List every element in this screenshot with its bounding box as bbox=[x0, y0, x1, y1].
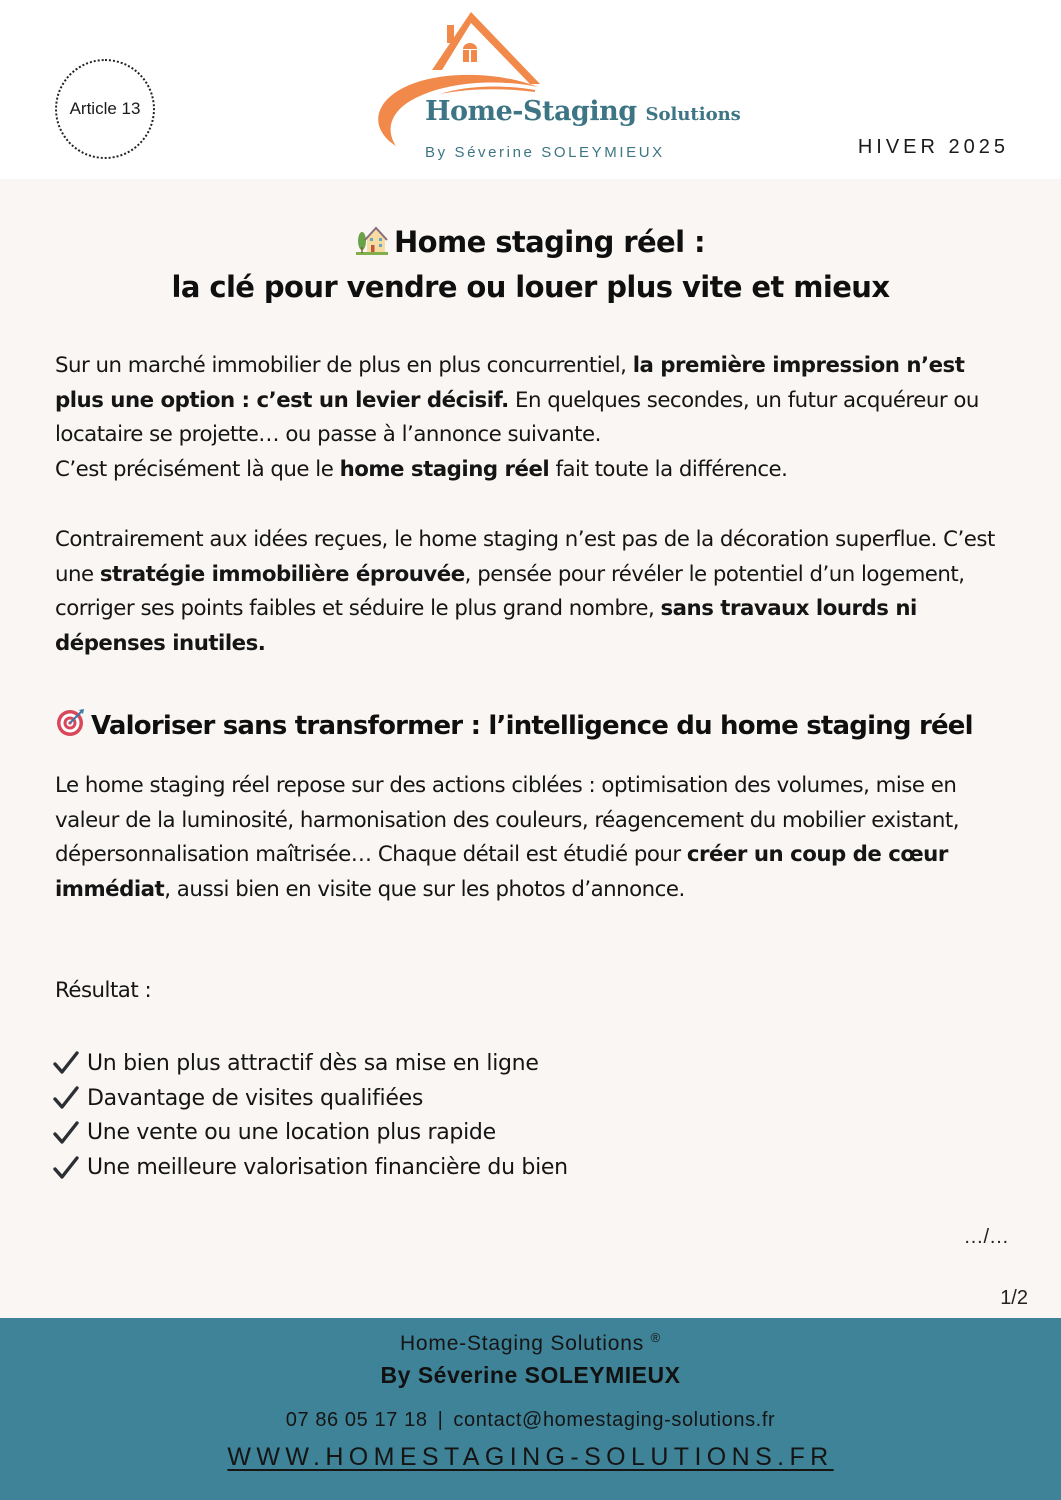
article-badge-label: Article 13 bbox=[69, 99, 141, 118]
footer-contact bbox=[0, 1409, 1061, 1432]
page-number: 1/2 bbox=[1000, 1287, 1028, 1309]
emphasis-text: stratégie immobilière éprouvée bbox=[99, 561, 465, 587]
title-line-1: Home staging réel : bbox=[394, 225, 705, 259]
logo-subtitle: By Séverine SOLEYMIEUX bbox=[425, 144, 665, 161]
checkmark-icon bbox=[53, 1086, 79, 1110]
separator: | bbox=[437, 1409, 444, 1431]
text: fait toute la différence. bbox=[549, 457, 788, 483]
page-title bbox=[0, 220, 1061, 310]
results-list bbox=[53, 1046, 568, 1185]
email-link[interactable]: contact@homestaging-solutions.fr bbox=[453, 1409, 776, 1431]
text: , pensée pour révéler le potentiel d’un logement, corriger ses points faibles et séduire le plus grand nombre, bbox=[55, 561, 965, 622]
list-item-text: Davantage de visites qualifiées bbox=[87, 1085, 423, 1111]
emphasis-text: sans travaux lourds ni dépenses inutiles. bbox=[55, 596, 917, 657]
season-label: HIVER 2025 bbox=[857, 136, 1009, 158]
company-logo bbox=[370, 8, 741, 173]
list-item-text: Une vente ou une location plus rapide bbox=[87, 1120, 496, 1146]
footer-author: By Séverine SOLEYMIEUX bbox=[380, 1362, 681, 1388]
checkmark-icon bbox=[53, 1156, 79, 1180]
emphasis-text: la première impression n’est plus une option : c’est un levier décisif. bbox=[55, 353, 965, 413]
text: Le home staging réel repose sur des actions ciblées : optimisation des volumes, mise en valeur de la luminosité, harmonisation des couleurs, réagencement du mobilier existant, dépersonnalisation maîtrisée… Chaque détail est étudié pour bbox=[55, 773, 960, 868]
intro-paragraph-2 bbox=[55, 523, 1015, 662]
logo-title-main: Home-Staging bbox=[425, 96, 637, 127]
section-paragraph bbox=[55, 769, 1015, 908]
list-item bbox=[53, 1150, 568, 1185]
text: Contrairement aux idées reçues, le home staging n’est pas de la décoration superflue. C’est une bbox=[55, 527, 995, 587]
page-footer bbox=[0, 1318, 1061, 1500]
page-header bbox=[0, 0, 1061, 179]
checkmark-icon bbox=[53, 1121, 79, 1145]
registered-mark: ® bbox=[650, 1330, 662, 1345]
list-item bbox=[53, 1081, 568, 1116]
logo-title-small: Solutions bbox=[645, 104, 741, 125]
text: En quelques secondes, un futur acquéreur ou locataire se projette… ou passe à l’annonce suivante. bbox=[55, 387, 979, 448]
result-label: Résultat : bbox=[55, 978, 152, 1003]
house-with-garden-icon bbox=[356, 225, 388, 255]
text: C’est précisément là que le bbox=[55, 457, 340, 483]
website-link[interactable]: WWW.HOMESTAGING-SOLUTIONS.FR bbox=[227, 1443, 834, 1471]
list-item-text: Un bien plus attractif dès sa mise en ligne bbox=[87, 1050, 539, 1076]
list-item bbox=[53, 1046, 568, 1081]
phone-number[interactable]: 07 86 05 17 18 bbox=[285, 1409, 428, 1431]
footer-brand-text: Home-Staging Solutions bbox=[399, 1332, 645, 1355]
emphasis-text: créer un coup de cœur immédiat bbox=[55, 842, 948, 903]
text: , aussi bien en visite que sur les photos d’annonce. bbox=[164, 877, 685, 903]
section-heading bbox=[55, 706, 1035, 746]
checkmark-icon bbox=[53, 1051, 79, 1075]
list-item bbox=[53, 1116, 568, 1151]
continuation-marker: …/… bbox=[963, 1226, 1009, 1248]
list-item-text: Une meilleure valorisation financière du bien bbox=[87, 1155, 568, 1181]
logo-title bbox=[425, 96, 741, 127]
direct-hit-target-icon bbox=[55, 708, 85, 738]
intro-paragraph-1 bbox=[55, 349, 1015, 488]
title-line-2: la clé pour vendre ou louer plus vite et mieux bbox=[171, 270, 890, 304]
footer-brand bbox=[0, 1330, 1061, 1356]
emphasis-text: home staging réel bbox=[339, 457, 550, 483]
section-heading-text: Valoriser sans transformer : l’intelligence du home staging réel bbox=[91, 711, 973, 741]
text: Sur un marché immobilier de plus en plus concurrentiel, bbox=[55, 353, 633, 378]
article-badge bbox=[55, 59, 155, 159]
